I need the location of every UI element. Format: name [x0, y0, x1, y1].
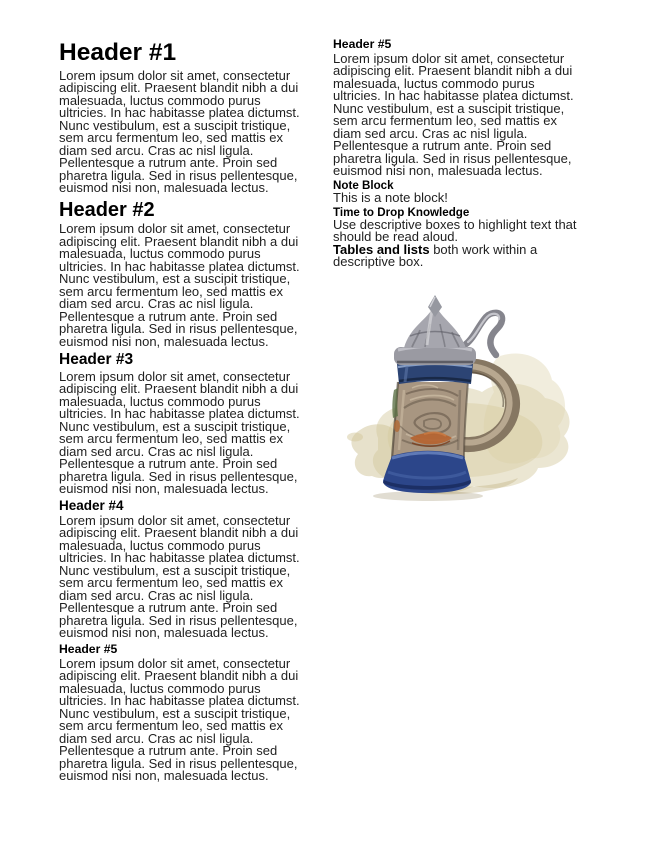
heading-h1: Header #1: [59, 39, 177, 66]
left-column: [59, 40, 311, 783]
section-paragraph: Lorem ipsum dolor sit amet, consectetur adipiscing elit. Praesent blandit nibh a dui malesuada, luctus commodo purus ultricies. In hac habitasse platea dictumst. Nunc vestibulum, est a suscipit tristique, sem arcu fermentum leo, sed mattis ex diam sed arcu. Cras ac nisl ligula. Pellentesque a rutrum ante. Proin sed pharetra ligula. Sed in risus pellentesque, euismod nisi non, malesuada lectus.: [59, 512, 300, 641]
heading-h3: Header #3: [59, 351, 134, 369]
beer-stein-illustration: [340, 290, 590, 512]
right-column: [333, 38, 591, 269]
stein-figure: [340, 290, 590, 512]
heading-h2: Header #2: [59, 198, 155, 221]
tables-note-bold: Tables and lists: [333, 241, 430, 257]
knowledge-label: Time to Drop Knowledge: [333, 205, 470, 219]
stein-base: [383, 451, 471, 493]
tables-note-rest: both work within a descriptive box.: [333, 241, 538, 270]
note-block-label: Note Block: [333, 178, 394, 192]
heading-h4: Header #4: [59, 497, 124, 513]
tables-note: [333, 241, 591, 270]
stein-lid: [394, 295, 476, 365]
section-paragraph: Lorem ipsum dolor sit amet, consectetur adipiscing elit. Praesent blandit nibh a dui malesuada, luctus commodo purus ultricies. In hac habitasse platea dictumst. Nunc vestibulum, est a suscipit tristique, sem arcu fermentum leo, sed mattis ex diam sed arcu. Cras ac nisl ligula. Pellentesque a rutrum ante. Proin sed pharetra ligula. Sed in risus pellentesque, euismod nisi non, malesuada lectus.: [59, 221, 300, 349]
heading-h5: Header #5: [59, 641, 118, 656]
knowledge-text: Use descriptive boxes to highlight text that should be read aloud.: [333, 216, 577, 245]
section-paragraph: Lorem ipsum dolor sit amet, consectetur adipiscing elit. Praesent blandit nibh a dui malesuada, luctus commodo purus ultricies. In hac habitasse platea dictumst. Nunc vestibulum, est a suscipit tristique, sem arcu fermentum leo, sed mattis ex diam sed arcu. Cras ac nisl ligula. Pellentesque a rutrum ante. Proin sed pharetra ligula. Sed in risus pellentesque, euismod nisi non, malesuada lectus.: [59, 368, 300, 497]
section-paragraph: Lorem ipsum dolor sit amet, consectetur adipiscing elit. Praesent blandit nibh a dui malesuada, luctus commodo purus ultricies. In hac habitasse platea dictumst. Nunc vestibulum, est a suscipit tristique, sem arcu fermentum leo, sed mattis ex diam sed arcu. Cras ac nisl ligula. Pellentesque a rutrum ante. Proin sed pharetra ligula. Sed in risus pellentesque, euismod nisi non, malesuada lectus.: [333, 50, 574, 179]
section-paragraph: Lorem ipsum dolor sit amet, consectetur adipiscing elit. Praesent blandit nibh a dui malesuada, luctus commodo purus ultricies. In hac habitasse platea dictumst. Nunc vestibulum, est a suscipit tristique, sem arcu fermentum leo, sed mattis ex diam sed arcu. Cras ac nisl ligula. Pellentesque a rutrum ante. Proin sed pharetra ligula. Sed in risus pellentesque, euismod nisi non, malesuada lectus.: [59, 67, 300, 196]
section-paragraph: Lorem ipsum dolor sit amet, consectetur adipiscing elit. Praesent blandit nibh a dui malesuada, luctus commodo purus ultricies. In hac habitasse platea dictumst. Nunc vestibulum, est a suscipit tristique, sem arcu fermentum leo, sed mattis ex diam sed arcu. Cras ac nisl ligula. Pellentesque a rutrum ante. Proin sed pharetra ligula. Sed in risus pellentesque, euismod nisi non, malesuada lectus.: [59, 655, 300, 784]
stein-ceramic-body: [392, 382, 468, 458]
heading-h5-right: Header #5: [333, 37, 392, 51]
note-block-text: This is a note block!: [333, 190, 448, 206]
